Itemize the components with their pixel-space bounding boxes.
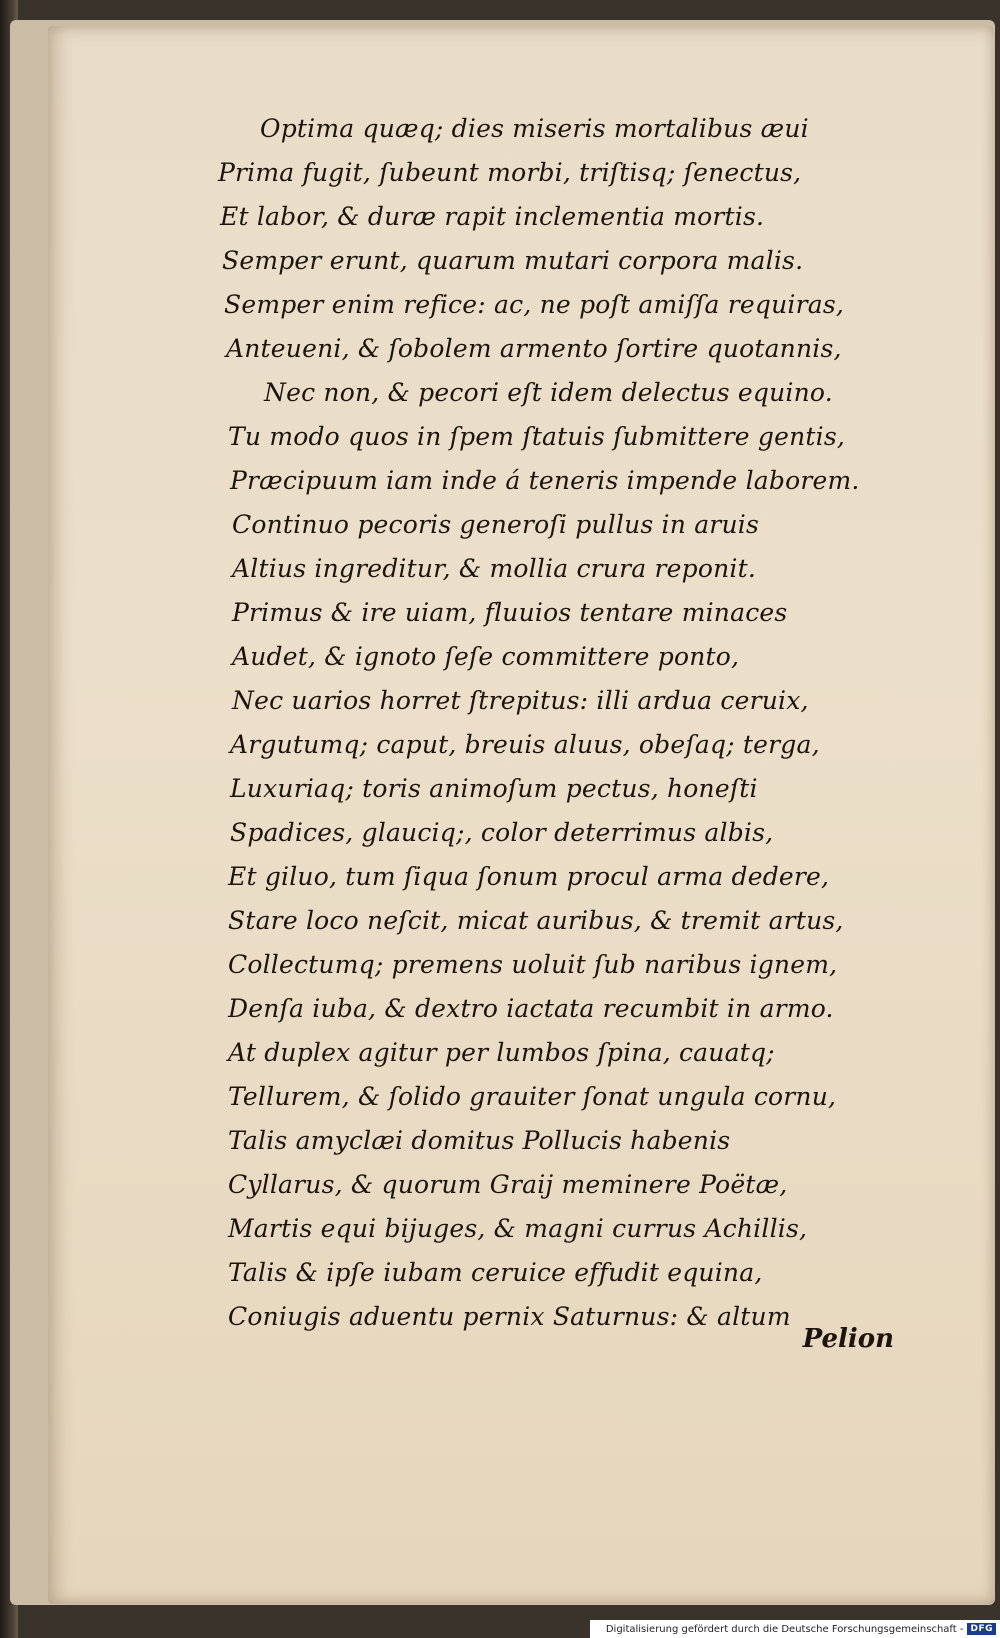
- verse-line-11: Altius ingreditur, & mollia crura reponit.: [232, 554, 757, 583]
- verse-line-20: Collectumq; premens uoluit ſub naribus ignem,: [228, 950, 838, 979]
- verse-line-17: Spadices, glauciq;, color deterrimus albis,: [230, 818, 774, 847]
- funding-notice: Digitalisierung gefördert durch die Deutsche Forschungsgemeinschaft -: [605, 1623, 964, 1635]
- verse-line-15: Argutumq; caput, breuis aluus, obeſaq; terga,: [230, 730, 820, 759]
- verse-line-24: Talis amyclæi domitus Pollucis habenis: [228, 1126, 731, 1155]
- verse-line-27: Talis & ipſe iubam ceruice effudit equina,: [228, 1258, 763, 1287]
- verse-line-2: Prima fugit, ſubeunt morbi, triſtisq; ſenectus,: [218, 158, 802, 187]
- verse-line-3: Et labor, & duræ rapit inclementia mortis.: [220, 202, 765, 231]
- verse-line-28: Coniugis aduentu pernix Saturnus: & altum: [228, 1302, 791, 1331]
- verse-line-23: Tellurem, & ſolido grauiter ſonat ungula cornu,: [228, 1082, 837, 1111]
- verse-line-7: Nec non, & pecori eſt idem delectus equino.: [264, 378, 833, 407]
- verse-line-8: Tu modo quos in ſpem ſtatuis ſubmittere gentis,: [228, 422, 846, 451]
- verse-line-13: Audet, & ignoto ſeſe committere ponto,: [232, 642, 740, 671]
- verse-line-6: Anteueni, & ſobolem armento ſortire quotannis,: [226, 334, 842, 363]
- verse-line-9: Præcipuum iam inde á teneris impende laborem.: [230, 466, 860, 495]
- verse-line-21: Denſa iuba, & dextro iactata recumbit in armo.: [228, 994, 834, 1023]
- verse-line-16: Luxuriaq; toris animoſum pectus, honeſti: [230, 774, 758, 803]
- verse-line-22: At duplex agitur per lumbos ſpina, cauatq;: [228, 1038, 775, 1067]
- book-page: [48, 26, 994, 1604]
- verse-line-5: Semper enim refice: ac, ne poſt amiſſa requiras,: [224, 290, 845, 319]
- verse-line-12: Primus & ire uiam, fluuios tentare minaces: [232, 598, 788, 627]
- verse-line-18: Et giluo, tum ſiqua ſonum procul arma dedere,: [228, 862, 830, 891]
- verse-line-4: Semper erunt, quarum mutari corpora malis.: [222, 246, 804, 275]
- catchword: Pelion: [802, 1324, 894, 1354]
- verse-line-25: Cyllarus, & quorum Graij meminere Poëtæ,: [228, 1170, 788, 1199]
- verse-line-26: Martis equi bijuges, & magni currus Achillis,: [228, 1214, 808, 1243]
- verse-line-1: Optima quæq; dies miseris mortalibus æui: [260, 114, 809, 143]
- verse-line-10: Continuo pecoris generoſi pullus in aruis: [232, 510, 759, 539]
- verse-line-14: Nec uarios horret ſtrepitus: illi ardua ceruix,: [232, 686, 809, 715]
- verse-line-19: Stare loco neſcit, micat auribus, & tremit artus,: [228, 906, 844, 935]
- verse-text-block: [48, 26, 994, 1604]
- digitization-footer: [590, 1620, 1000, 1638]
- dfg-logo: DFG: [967, 1623, 996, 1635]
